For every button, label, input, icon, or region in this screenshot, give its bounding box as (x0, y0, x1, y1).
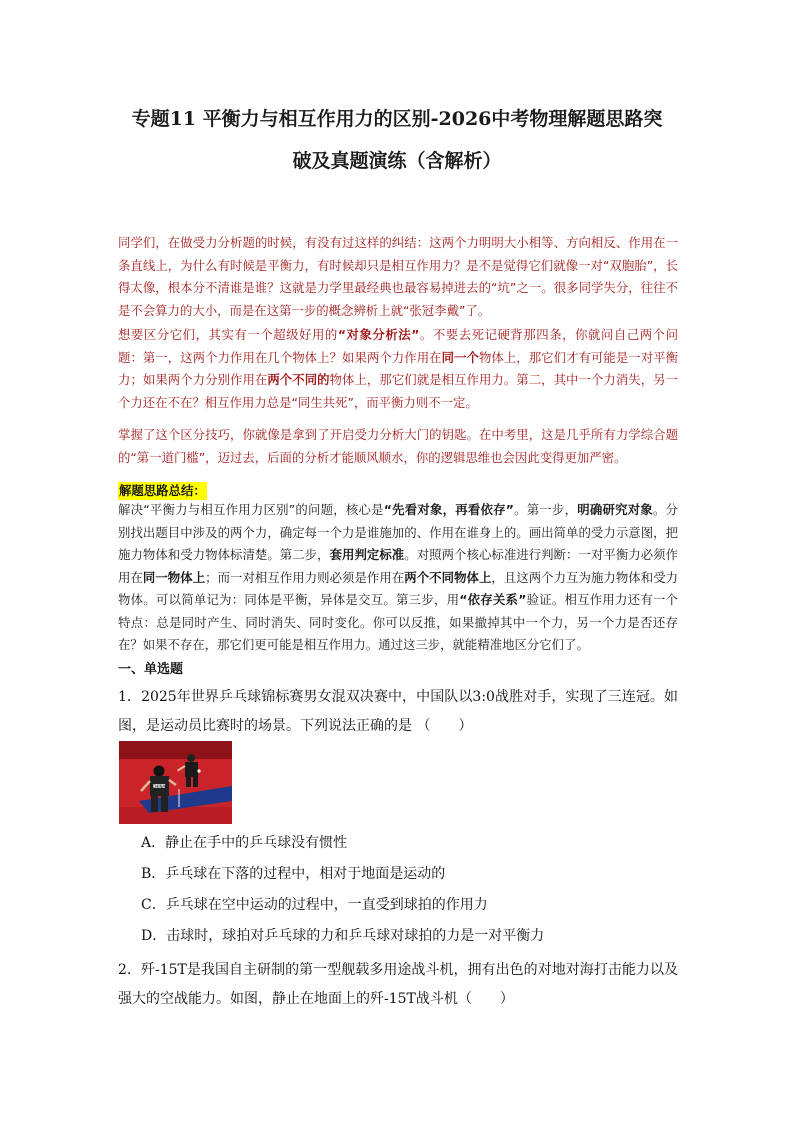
intro-paragraph-2 (118, 324, 678, 414)
intro-paragraph-1: 同学们，在做受力分析题的时候，有没有过这样的纠结：这两个力明明大小相等、方向相反、作用在一条直线上，为什么有时候是平衡力，有时候却只是相互作用力？是不是觉得它们就像一对“双胞胎”，长得太像，根本分不清谁是谁？这就是力学里最经典也最容易掉进去的“坑”之一。很多同学失分，往往不是不会算力的大小，而是在这第一步的概念辨析上就“张冠李戴”了。 (118, 235, 678, 318)
section-heading: 一、单选题 (118, 662, 184, 677)
key-term: “先看对象，再看依存” (383, 502, 514, 517)
key-term: 套用判定标准 (329, 547, 405, 562)
option-b[interactable]: B．乒乓球在下落的过程中，相对于地面是运动的 (141, 866, 446, 882)
key-term: “依存关系” (459, 592, 527, 607)
summary-highlight-label: 解题思路总结： (119, 483, 206, 498)
table-tennis-photo (119, 741, 232, 824)
option-a[interactable]: A．静止在手中的乒乓球没有惯性 (141, 835, 348, 851)
table-tennis-scene-image (119, 741, 232, 824)
jersey-text: CHINA (152, 784, 166, 789)
intro-paragraph-3: 掌握了这个区分技巧，你就像是拿到了开启受力分析大门的钥匙。在中考里，这是几乎所有力学综合题的“第一道门槛”，迈过去，后面的分析才能顺风顺水，你的逻辑思维也会因此变得更加严密。 (118, 427, 678, 465)
key-term-same-object: 同一个 (441, 349, 479, 365)
text-run: 物体上，那它们就是相互作用力。第二，其中一个力消失，另一个力还在不在？相互作用力总是“同生共死”，而平衡力则不一定。 (118, 372, 679, 410)
key-term: 两个不同物体上 (404, 569, 492, 585)
text-run: 想要区分它们，其实有一个超级好用的 (118, 327, 338, 342)
question-1-stem: 1．2025年世界乒乓球锦标赛男女混双决赛中，中国队以3:0战胜对手，实现了三连冠。如图，是运动员比赛时的场景。下列说法正确的是 （ ） (118, 689, 678, 734)
key-term: 同一物体上 (142, 569, 206, 585)
text-run: 。分别找出题目中涉及的两个力，确定每一个力是谁施加的、作用在谁身上的。画出简单的受力示意图，把施力物体和受力物体标清楚。第二步， (118, 502, 679, 562)
option-c[interactable]: C．乒乓球在空中运动的过程中，一直受到球拍的作用力 (141, 897, 488, 913)
text-run: 物体上，那它们才有可能是一对平衡力；如果两个力分别作用在 (118, 349, 679, 387)
text-run: 验证。相互作用力还有一个特点：总是同时产生、同时消失、同时变化。你可以反推，如果撤掉其中一个力，另一个力是否还存在？如果不存在，那它们更可能是相互作用力。通过这三步，就能精准地区分它们了。 (118, 592, 679, 652)
key-term: 明确研究对象 (577, 502, 654, 517)
text-run: 解决“平衡力与相互作用力区别”的问题，核心是 (118, 502, 384, 517)
title-line-2: 破及真题演练（含解析） (292, 150, 502, 172)
text-run: ，且这两个力互为施力物体和受力物体。可以简单记为：同体是平衡，异体是交互。第三步，用 (118, 569, 679, 607)
document-title (110, 98, 684, 182)
question-2-stem: 2．歼-15T是我国自主研制的第一型舰载多用途战斗机，拥有出色的对地对海打击能力以及强大的空战能力。如图，静止在地面上的歼-15T战斗机（ ） (118, 962, 678, 1007)
text-run: 。不要去死记硬背那四条，你就问自己两个问题：第一，这两个力作用在几个物体上？如果两个力作用在 (118, 327, 679, 365)
summary-paragraph (118, 499, 678, 657)
key-term-object-method: “对象分析法” (337, 327, 420, 342)
text-run: 。对照两个核心标准进行判断：一对平衡力必须作用在 (118, 547, 679, 585)
title-line-1: 专题11 平衡力与相互作用力的区别-2026中考物理解题思路突 (131, 108, 663, 130)
text-run: ；而一对相互作用力则必须是作用在 (205, 569, 405, 585)
text-run: 。第一步， (513, 502, 578, 517)
key-term-different-objects: 两个不同的 (267, 372, 330, 387)
option-d[interactable]: D．击球时，球拍对乒乓球的力和乒乓球对球拍的力是一对平衡力 (141, 928, 545, 944)
